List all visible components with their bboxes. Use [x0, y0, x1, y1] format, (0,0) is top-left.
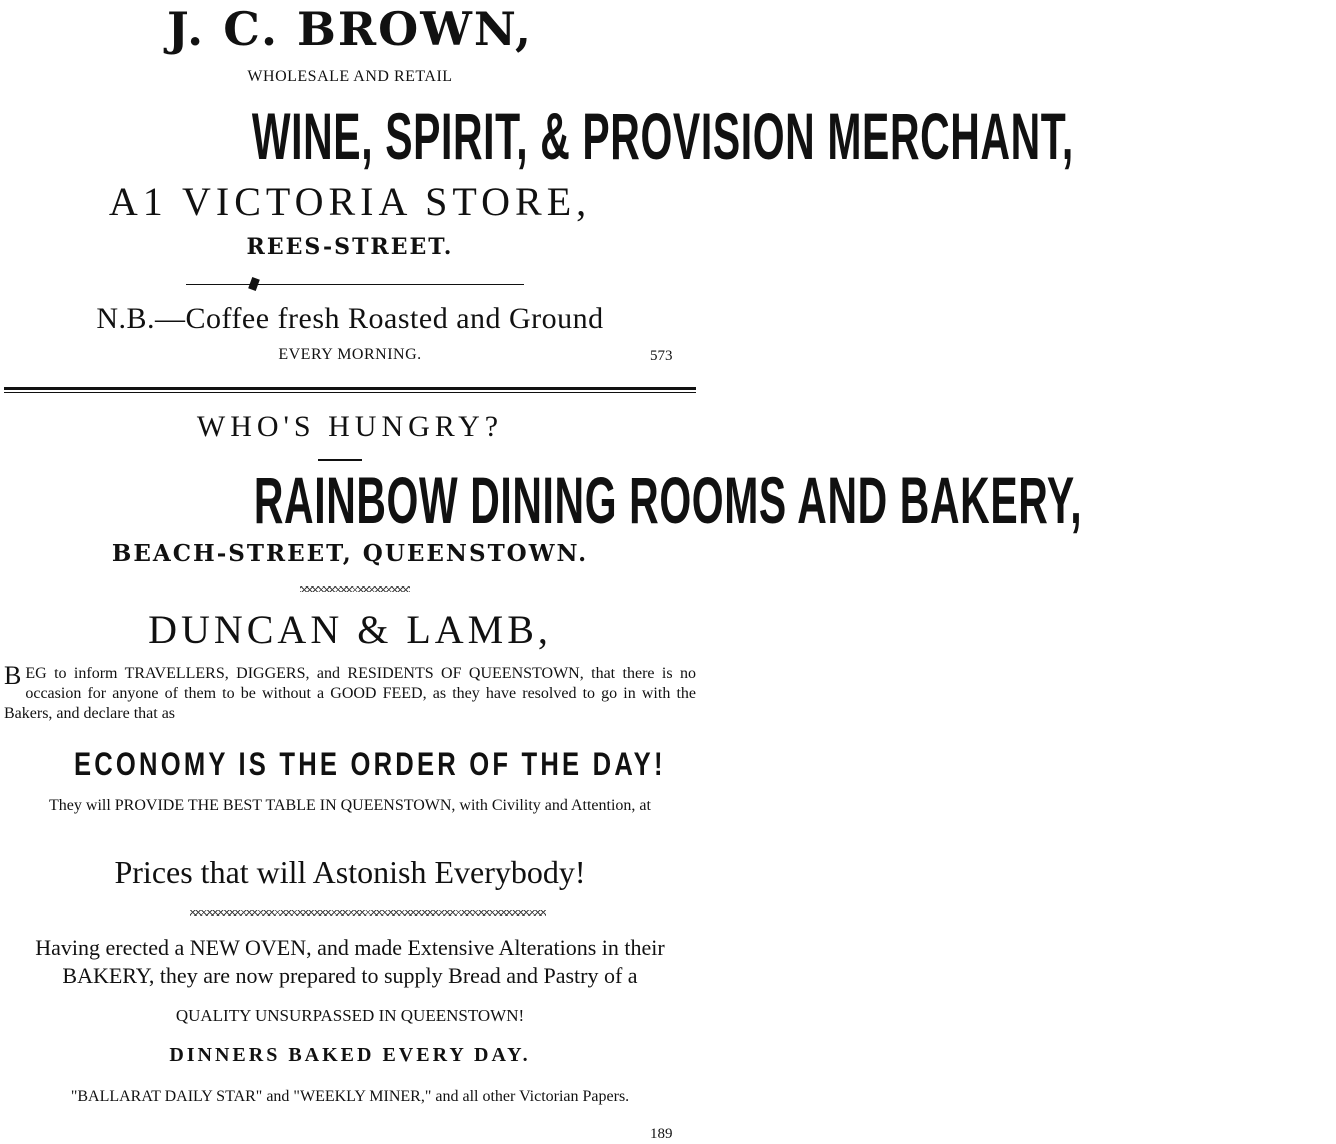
ad-reference-number: 573: [650, 348, 673, 364]
intro-text: EG to inform TRAVELLERS, DIGGERS, and RESIDENTS OF QUEENSTOWN, that there is no occasion for anyone of them to be without a GOOD FEED, as they have resolved to go in with the Bakers, and declare that as: [4, 665, 696, 722]
section-divider-thin: [4, 392, 696, 393]
question-underline: [318, 459, 362, 461]
oven-text: Having erected a NEW OVEN, and made Extensive Alterations in their BAKERY, they are now prepared to supply Bread and Pastry of a: [35, 935, 665, 988]
ornament-rule: [186, 284, 524, 285]
proprietors-name: DUNCAN & LAMB,: [148, 607, 552, 652]
ornament-diamond-icon: [248, 277, 260, 291]
merchant-name: J. C. BROWN,: [166, 2, 533, 56]
page-number: 189: [650, 1126, 673, 1142]
provide-paragraph: [4, 796, 696, 816]
coffee-notice: N.B.—Coffee fresh Roasted and Ground: [96, 302, 604, 335]
papers-paragraph: [10, 1086, 690, 1108]
merchant-headline-wrap: [0, 98, 1074, 174]
hungry-question: WHO'S HUNGRY?: [196, 410, 504, 443]
prices-line: Prices that will Astonish Everybody!: [114, 854, 586, 890]
dining-headline: RAINBOW DINING ROOMS AND BAKERY,: [253, 463, 1083, 537]
papers-text: "BALLARAT DAILY STAR" and "WEEKLY MINER," and all other Victorian Papers.: [70, 1088, 630, 1105]
every-morning: EVERY MORNING.: [278, 346, 422, 363]
quality-line: QUALITY UNSURPASSED IN QUEENSTOWN!: [175, 1006, 525, 1025]
merchant-subtitle: WHOLESALE AND RETAIL: [247, 68, 453, 85]
intro-paragraph: [4, 661, 696, 724]
dinners-line: DINNERS BAKED EVERY DAY.: [169, 1044, 531, 1066]
oven-paragraph: [6, 934, 694, 990]
drop-cap: B: [4, 661, 22, 690]
section-divider: [4, 387, 696, 390]
merchant-headline: WINE, SPIRIT, & PROVISION MERCHANT,: [251, 99, 1074, 173]
dining-headline-wrap: [0, 462, 1083, 538]
economy-wrap: [0, 746, 700, 783]
wavy-ornament: [300, 586, 410, 592]
provide-text: They will PROVIDE THE BEST TABLE IN QUEENSTOWN, with Civility and Attention, at: [49, 797, 651, 814]
store-street: REES-STREET.: [246, 234, 454, 260]
economy-slogan: ECONOMY IS THE ORDER OF THE DAY!: [73, 746, 666, 782]
store-name: A1 VICTORIA STORE,: [108, 179, 592, 224]
dining-location: BEACH-STREET, QUEENSTOWN.: [111, 540, 589, 567]
wavy-ornament-long: [190, 910, 546, 916]
